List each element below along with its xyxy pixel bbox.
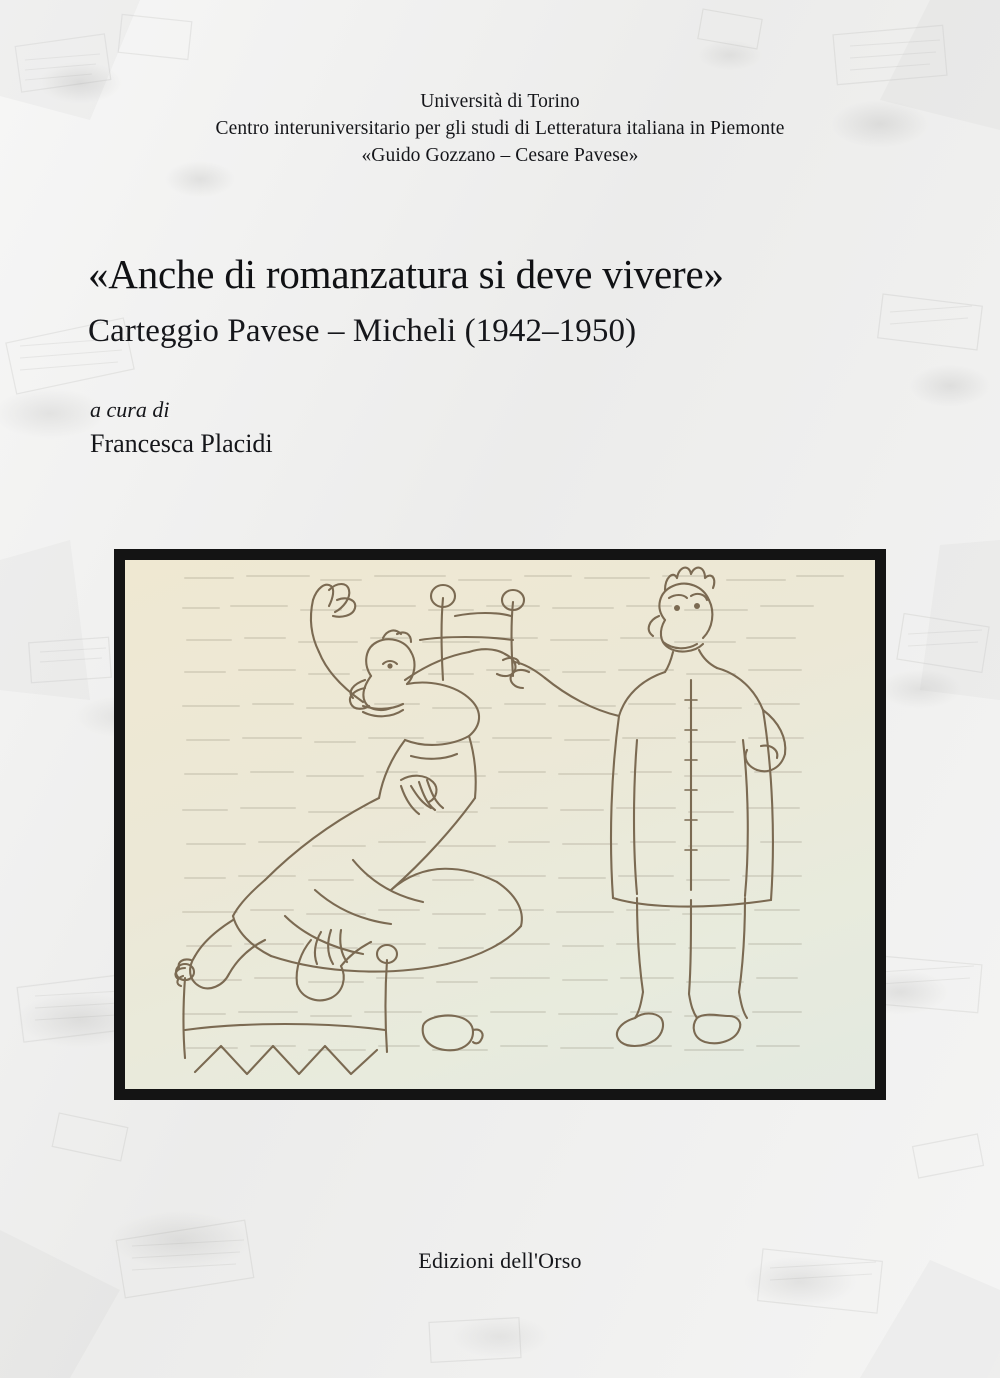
editor-label: a cura di [90, 397, 170, 422]
book-title: «Anche di romanzatura si deve vivere» [88, 251, 724, 297]
institution-line-1: Università di Torino [420, 91, 580, 112]
illustration-drawing [125, 560, 875, 1089]
institution-line-3: «Guido Gozzano – Cesare Pavese» [361, 145, 639, 166]
publisher-name: Edizioni dell'Orso [418, 1248, 582, 1273]
institution-header [0, 88, 1000, 169]
editor-name: Francesca Placidi [90, 429, 273, 458]
title-block [88, 248, 928, 352]
book-subtitle: Carteggio Pavese – Micheli (1942–1950) [88, 313, 637, 349]
institution-line-2: Centro interuniversitario per gli studi di Letteratura italiana in Piemonte [215, 118, 785, 139]
cover-illustration [125, 560, 875, 1089]
cover-illustration-frame [114, 549, 886, 1100]
editor-block [90, 395, 690, 461]
